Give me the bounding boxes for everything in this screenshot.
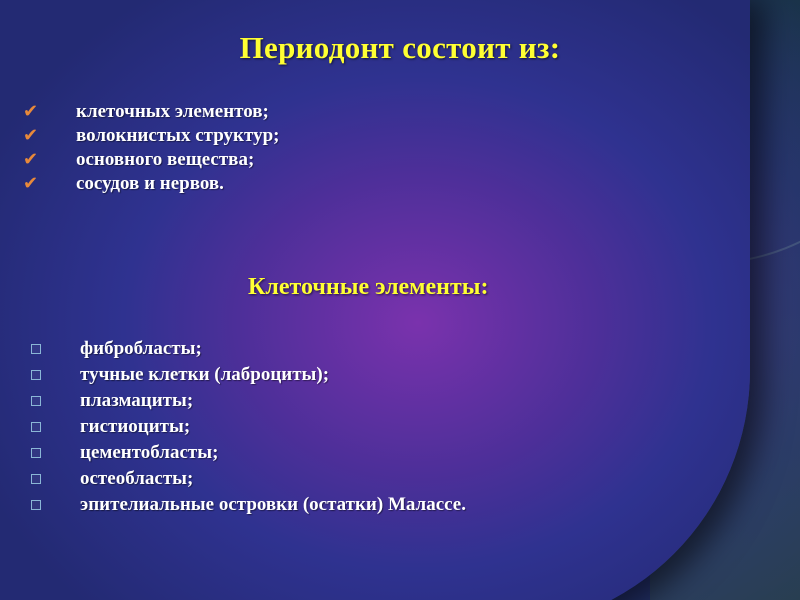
list-item-label: цементобласты; <box>80 442 219 463</box>
square-bullet-icon <box>31 396 41 406</box>
list-item-label: остеобласты; <box>80 468 194 489</box>
list-item <box>23 172 279 196</box>
list-item <box>27 467 466 491</box>
list-item <box>27 415 466 439</box>
list-item-label: сосудов и нервов. <box>76 173 224 194</box>
list-item <box>27 363 466 387</box>
list-item-label: клеточных элементов; <box>76 101 269 122</box>
list-item <box>27 337 466 361</box>
list-item-label: основного вещества; <box>76 149 255 170</box>
cells-list <box>27 337 466 519</box>
components-list <box>23 100 279 196</box>
list-item <box>23 148 279 172</box>
list-item-label: эпителиальные островки (остатки) Малассе. <box>80 494 466 515</box>
square-bullet-icon <box>31 422 41 432</box>
list-item <box>27 493 466 517</box>
slide-title: Периодонт состоит из: <box>239 30 561 65</box>
square-bullet-icon <box>31 370 41 380</box>
checkmark-icon: ✔ <box>23 101 39 122</box>
list-item-label: гистиоциты; <box>80 416 191 437</box>
list-item <box>27 441 466 465</box>
list-item-label: плазмациты; <box>80 390 194 411</box>
square-bullet-icon <box>31 344 41 354</box>
list-item-label: тучные клетки (лаброциты); <box>80 364 330 385</box>
square-bullet-icon <box>31 448 41 458</box>
list-item-label: фибробласты; <box>80 338 202 359</box>
list-item-label: волокнистых структур; <box>76 125 280 146</box>
checkmark-icon: ✔ <box>23 125 39 146</box>
list-item <box>27 389 466 413</box>
section-subtitle: Клеточные элементы: <box>248 274 489 300</box>
list-item <box>23 124 279 148</box>
list-item <box>23 100 279 124</box>
square-bullet-icon <box>31 500 41 510</box>
square-bullet-icon <box>31 474 41 484</box>
checkmark-icon: ✔ <box>23 173 39 194</box>
checkmark-icon: ✔ <box>23 149 39 170</box>
